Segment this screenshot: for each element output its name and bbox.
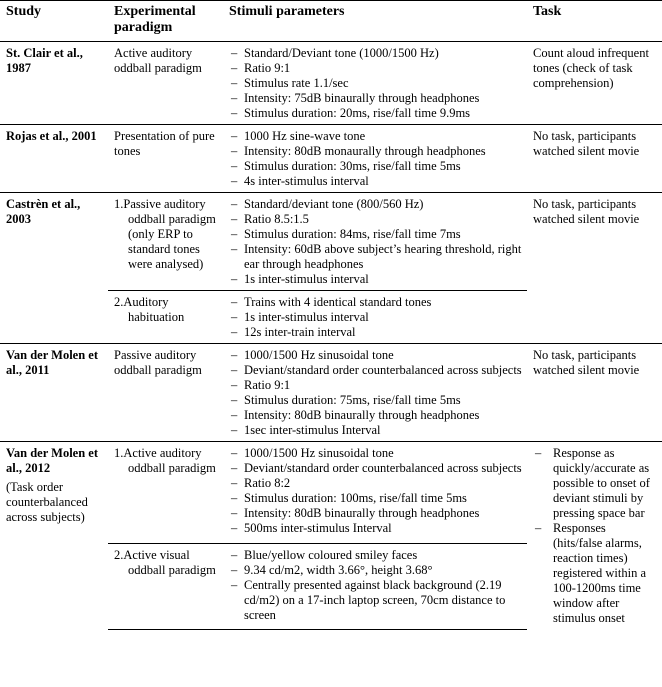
table-header-row (0, 1, 662, 42)
stimuli-list (229, 129, 523, 189)
stimulus-item: – 1s inter-stimulus interval (229, 272, 523, 287)
paradigm-text: 1.Active auditory oddball paradigm (114, 446, 216, 475)
study-note: (Task order counterbalanced across subjects) (6, 480, 88, 524)
stimuli-list (229, 46, 523, 121)
table-row (0, 344, 662, 442)
paradigm-cell (108, 344, 223, 442)
table-row (0, 125, 662, 193)
stimulus-item: – Intensity: 80dB binaurally through headphones (229, 506, 523, 521)
stimulus-item: – 500ms inter-stimulus Interval (229, 521, 523, 536)
stimuli-cell (223, 344, 527, 442)
paradigm-text: Passive auditory oddball paradigm (114, 348, 202, 377)
header-study: Study (0, 1, 108, 42)
stimulus-item: – Centrally presented against black background (2.19 cd/m2) on a 17-inch laptop screen, 70cm distance to screen (229, 578, 523, 623)
study-cell (0, 344, 108, 442)
stimulus-item: – Stimulus duration: 84ms, rise/fall time 7ms (229, 227, 523, 242)
stimuli-list (229, 197, 523, 287)
paradigm-cell (108, 543, 223, 629)
paradigm-cell (108, 193, 223, 291)
study-cell (0, 442, 108, 630)
stimuli-list (229, 348, 523, 438)
paradigm-text: 1.Passive auditory oddball paradigm (only ERP to standard tones were analysed) (114, 197, 216, 271)
stimulus-item: – 1000/1500 Hz sinusoidal tone (229, 348, 523, 363)
table-row (0, 42, 662, 125)
stimulus-item: – 1000 Hz sine-wave tone (229, 129, 523, 144)
table-row (0, 442, 662, 544)
stimulus-item: – Ratio 9:1 (229, 378, 523, 393)
stimulus-item: – Blue/yellow coloured smiley faces (229, 548, 523, 563)
paradigm-text: Active auditory oddball paradigm (114, 46, 202, 75)
stimulus-item: – 1s inter-stimulus interval (229, 310, 523, 325)
stimulus-item: – 9.34 cd/m2, width 3.66°, height 3.68° (229, 563, 523, 578)
stimulus-item: – Intensity: 80dB monaurally through headphones (229, 144, 523, 159)
stimulus-item: – 12s inter-train interval (229, 325, 523, 340)
stimulus-item: – 1000/1500 Hz sinusoidal tone (229, 446, 523, 461)
stimulus-item: – Ratio 8.5:1.5 (229, 212, 523, 227)
study-name: Van der Molen et al., 2011 (6, 348, 99, 377)
stimulus-item: – 1sec inter-stimulus Interval (229, 423, 523, 438)
stimuli-cell (223, 42, 527, 125)
stimuli-cell (223, 442, 527, 544)
stimulus-item: – Stimulus duration: 30ms, rise/fall time 5ms (229, 159, 523, 174)
header-stimuli: Stimuli parameters (223, 1, 527, 42)
task-item: – Response as quickly/accurate as possible to onset of deviant stimuli by pressing space bar (533, 446, 658, 521)
stimulus-item: – Stimulus duration: 100ms, rise/fall time 5ms (229, 491, 523, 506)
study-name: St. Clair et al., 1987 (6, 46, 83, 75)
task-cell: Count aloud infrequent tones (check of task comprehension) (527, 42, 662, 125)
study-name: Van der Molen et al., 2012 (6, 446, 99, 475)
stimulus-item: – Standard/deviant tone (800/560 Hz) (229, 197, 523, 212)
study-name: Rojas et al., 2001 (6, 129, 97, 143)
paradigm-text: Presentation of pure tones (114, 129, 215, 158)
stimulus-item: – Deviant/standard order counterbalanced across subjects (229, 461, 523, 476)
header-paradigm: Experimental paradigm (108, 1, 223, 42)
stimulus-item: – 4s inter-stimulus interval (229, 174, 523, 189)
header-task: Task (527, 1, 662, 42)
stimulus-item: – Trains with 4 identical standard tones (229, 295, 523, 310)
stimulus-item: – Stimulus rate 1.1/sec (229, 76, 523, 91)
paradigm-cell (108, 42, 223, 125)
stimuli-list (229, 446, 523, 536)
stimuli-cell (223, 125, 527, 193)
task-cell: No task, participants watched silent movie (527, 344, 662, 442)
stimuli-list (229, 295, 523, 340)
stimuli-cell (223, 543, 527, 629)
paradigm-cell (108, 125, 223, 193)
study-cell (0, 193, 108, 344)
table-row (0, 193, 662, 291)
task-cell: No task, participants watched silent movie (527, 125, 662, 193)
stimuli-list (229, 548, 523, 623)
stimulus-item: – Intensity: 80dB binaurally through headphones (229, 408, 523, 423)
study-cell (0, 42, 108, 125)
stimulus-item: – Stimulus duration: 75ms, rise/fall time 5ms (229, 393, 523, 408)
paradigm-text: 2.Active visual oddball paradigm (114, 547, 216, 577)
task-item: – Responses (hits/false alarms, reaction times) registered within a 100-1200ms time window after stimulus onset (533, 521, 658, 626)
task-cell (527, 442, 662, 630)
stimulus-item: – Ratio 8:2 (229, 476, 523, 491)
stimulus-item: – Deviant/standard order counterbalanced across subjects (229, 363, 523, 378)
task-cell: No task, participants watched silent movie (527, 193, 662, 344)
stimulus-item: – Standard/Deviant tone (1000/1500 Hz) (229, 46, 523, 61)
study-cell (0, 125, 108, 193)
stimulus-item: – Stimulus duration: 20ms, rise/fall time 9.9ms (229, 106, 523, 121)
task-list (533, 446, 658, 626)
stimulus-item: – Intensity: 75dB binaurally through headphones (229, 91, 523, 106)
paradigm-text: 2.Auditory habituation (114, 295, 185, 324)
stimuli-cell (223, 291, 527, 344)
paradigm-cell (108, 442, 223, 544)
stimulus-item: – Ratio 9:1 (229, 61, 523, 76)
stimulus-item: – Intensity: 60dB above subject’s hearing threshold, right ear through headphones (229, 242, 523, 272)
study-name: Castrèn et al., 2003 (6, 197, 81, 226)
paradigm-cell (108, 291, 223, 344)
stimuli-cell (223, 193, 527, 291)
